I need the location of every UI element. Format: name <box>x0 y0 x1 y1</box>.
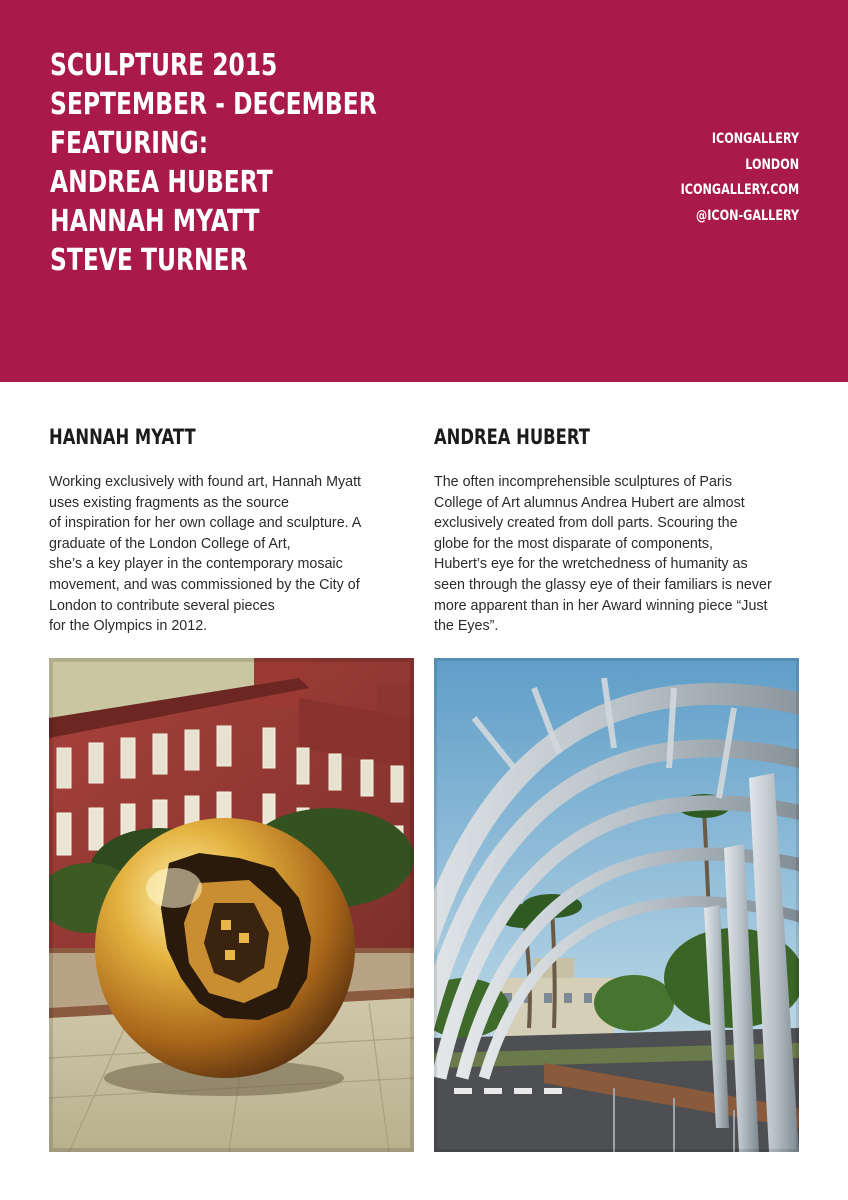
body-line: Hubert’s eye for the wretchedness of humanity as <box>434 556 748 573</box>
headline-line: SEPTEMBER - DECEMBER <box>50 87 377 122</box>
headline-line: ANDREA HUBERT <box>50 165 273 200</box>
headline-line: SCULPTURE 2015 <box>50 48 278 83</box>
header-banner <box>0 0 848 382</box>
article-andrea-hubert <box>434 422 799 637</box>
body-line: for the Olympics in 2012. <box>49 618 208 635</box>
body-line: Working exclusively with found art, Hannah Myatt <box>49 474 362 490</box>
article-hannah-myatt <box>49 422 414 637</box>
body-line: The often incomprehensible sculptures of Paris <box>434 474 733 490</box>
body-line: the Eyes”. <box>434 618 499 635</box>
body-line: globe for the most disparate of components, <box>434 535 713 552</box>
body-line: seen through the glassy eye of their familiars is never <box>434 576 772 593</box>
photo-steel-arches <box>434 658 799 1152</box>
article-body <box>49 472 414 637</box>
body-line: uses existing fragments as the source <box>49 494 289 511</box>
body-line: London to contribute several pieces <box>49 597 275 614</box>
article-heading: ANDREA HUBERT <box>434 425 590 449</box>
body-line: more apparent than in her Award winning piece “Just <box>434 597 768 614</box>
body-line: movement, and was commissioned by the City of <box>49 576 360 593</box>
gallery-name: ICONGALLERY <box>711 131 799 147</box>
article-body <box>434 472 799 637</box>
headline-line: STEVE TURNER <box>50 243 248 278</box>
article-heading: HANNAH MYATT <box>49 425 196 449</box>
headline-line: FEATURING: <box>50 126 209 161</box>
photo-sphere-sculpture <box>49 658 414 1152</box>
gallery-handle: @ICON-GALLERY <box>695 207 799 224</box>
body-line: of inspiration for her own collage and sculpture. A <box>49 515 362 532</box>
gallery-contact <box>651 127 799 229</box>
body-line: exclusively created from doll parts. Scouring the <box>434 515 738 532</box>
gallery-city: LONDON <box>745 156 799 173</box>
body-line: she’s a key player in the contemporary mosaic <box>49 556 343 573</box>
gallery-website: ICONGALLERY.COM <box>680 182 799 198</box>
headline <box>50 46 469 280</box>
body-line: College of Art alumnus Andrea Hubert are almost <box>434 494 745 511</box>
body-line: graduate of the London College of Art, <box>49 535 291 552</box>
headline-line: HANNAH MYATT <box>50 204 260 239</box>
